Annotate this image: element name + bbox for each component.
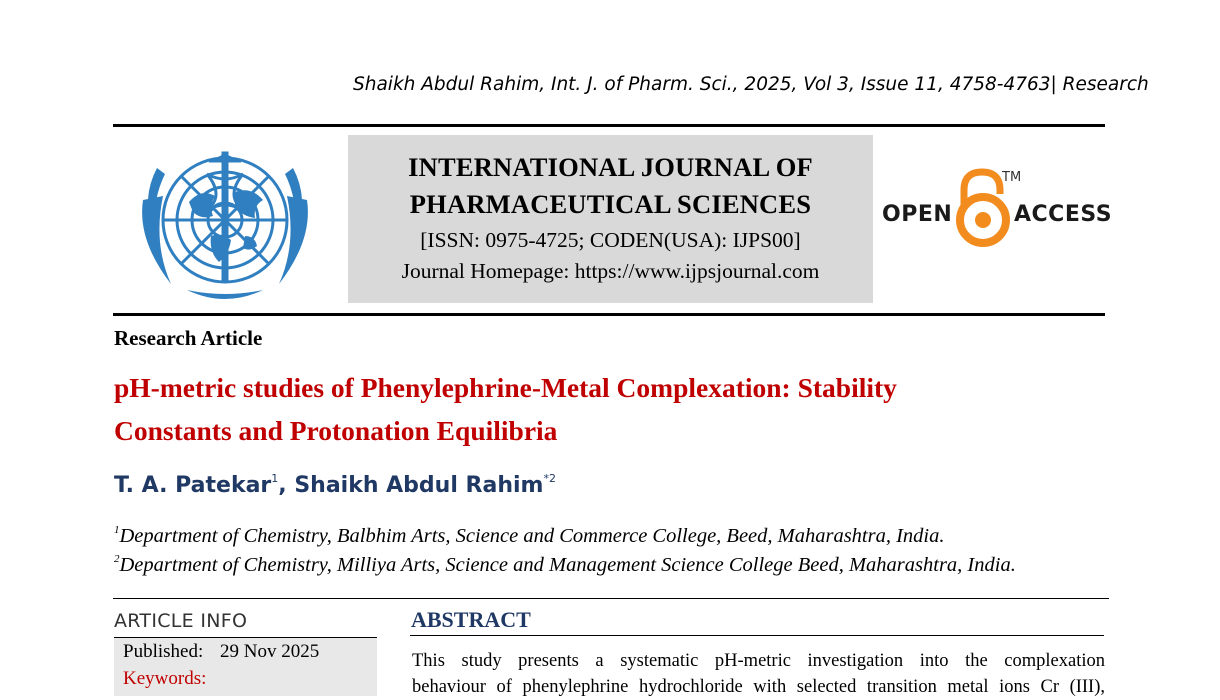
article-title-line-2: Constants and Protonation Equilibria (114, 415, 558, 446)
citation-header: Shaikh Abdul Rahim, Int. J. of Pharm. Sci., 2025, Vol 3, Issue 11, 4758-4763| Research (353, 74, 1149, 95)
author-superscript: 1 (271, 472, 279, 485)
open-access-open-text: OPEN (882, 202, 953, 227)
top-rule (113, 124, 1105, 127)
section-divider (113, 598, 1109, 599)
published-row (123, 641, 319, 663)
published-label: Published: (123, 641, 204, 662)
author-separator: , (278, 473, 295, 498)
open-access-access-text: ACCESS (1014, 202, 1113, 227)
abstract-heading: ABSTRACT (411, 607, 531, 632)
article-info-label: ARTICLE INFO (114, 610, 248, 632)
journal-homepage[interactable]: Journal Homepage: https://www.ijpsjournal.com (401, 259, 820, 283)
affiliation-superscript: 1 (114, 524, 120, 536)
banner-bottom-rule (113, 313, 1105, 316)
journal-title-line-2: PHARMACEUTICAL SCIENCES (409, 189, 812, 219)
journal-title-line-1: INTERNATIONAL JOURNAL OF (408, 152, 813, 182)
journal-emblem-logo (127, 140, 323, 306)
abstract-rule (410, 635, 1104, 636)
affiliation-2 (114, 553, 1016, 577)
author-superscript: *2 (543, 472, 556, 485)
author-list (114, 472, 556, 498)
affiliation-superscript: 2 (114, 553, 120, 565)
article-title (114, 366, 1104, 452)
affiliation-1 (114, 524, 945, 548)
journal-banner (348, 135, 873, 303)
published-date: 29 Nov 2025 (219, 641, 320, 662)
journal-issn: [ISSN: 0975-4725; CODEN(USA): IJPS00] (420, 228, 801, 252)
article-info-box (114, 637, 377, 696)
author-name[interactable]: T. A. Patekar (114, 473, 272, 498)
open-access-logo (880, 168, 1113, 250)
keywords-label: Keywords: (123, 668, 207, 689)
abstract-body (412, 648, 1105, 700)
abstract-line-2: behaviour of phenylephrine hydrochloride with selected transition metal ions Cr (III), (412, 677, 1105, 697)
affiliation-text: Department of Chemistry, Balbhim Arts, Science and Commerce College, Beed, Maharashtra, India. (119, 525, 945, 547)
article-type: Research Article (114, 326, 263, 350)
emblem-icon (127, 140, 323, 306)
abstract-line-1: This study presents a systematic pH-metric investigation into the complexation (412, 651, 1105, 671)
trademark-mark: TM (1002, 170, 1022, 185)
affiliation-text: Department of Chemistry, Milliya Arts, Science and Management Science College Beed, Maharashtra, India. (119, 554, 1016, 576)
article-title-line-1: pH-metric studies of Phenylephrine-Metal Complexation: Stability (114, 372, 897, 403)
author-name[interactable]: Shaikh Abdul Rahim (294, 473, 544, 498)
